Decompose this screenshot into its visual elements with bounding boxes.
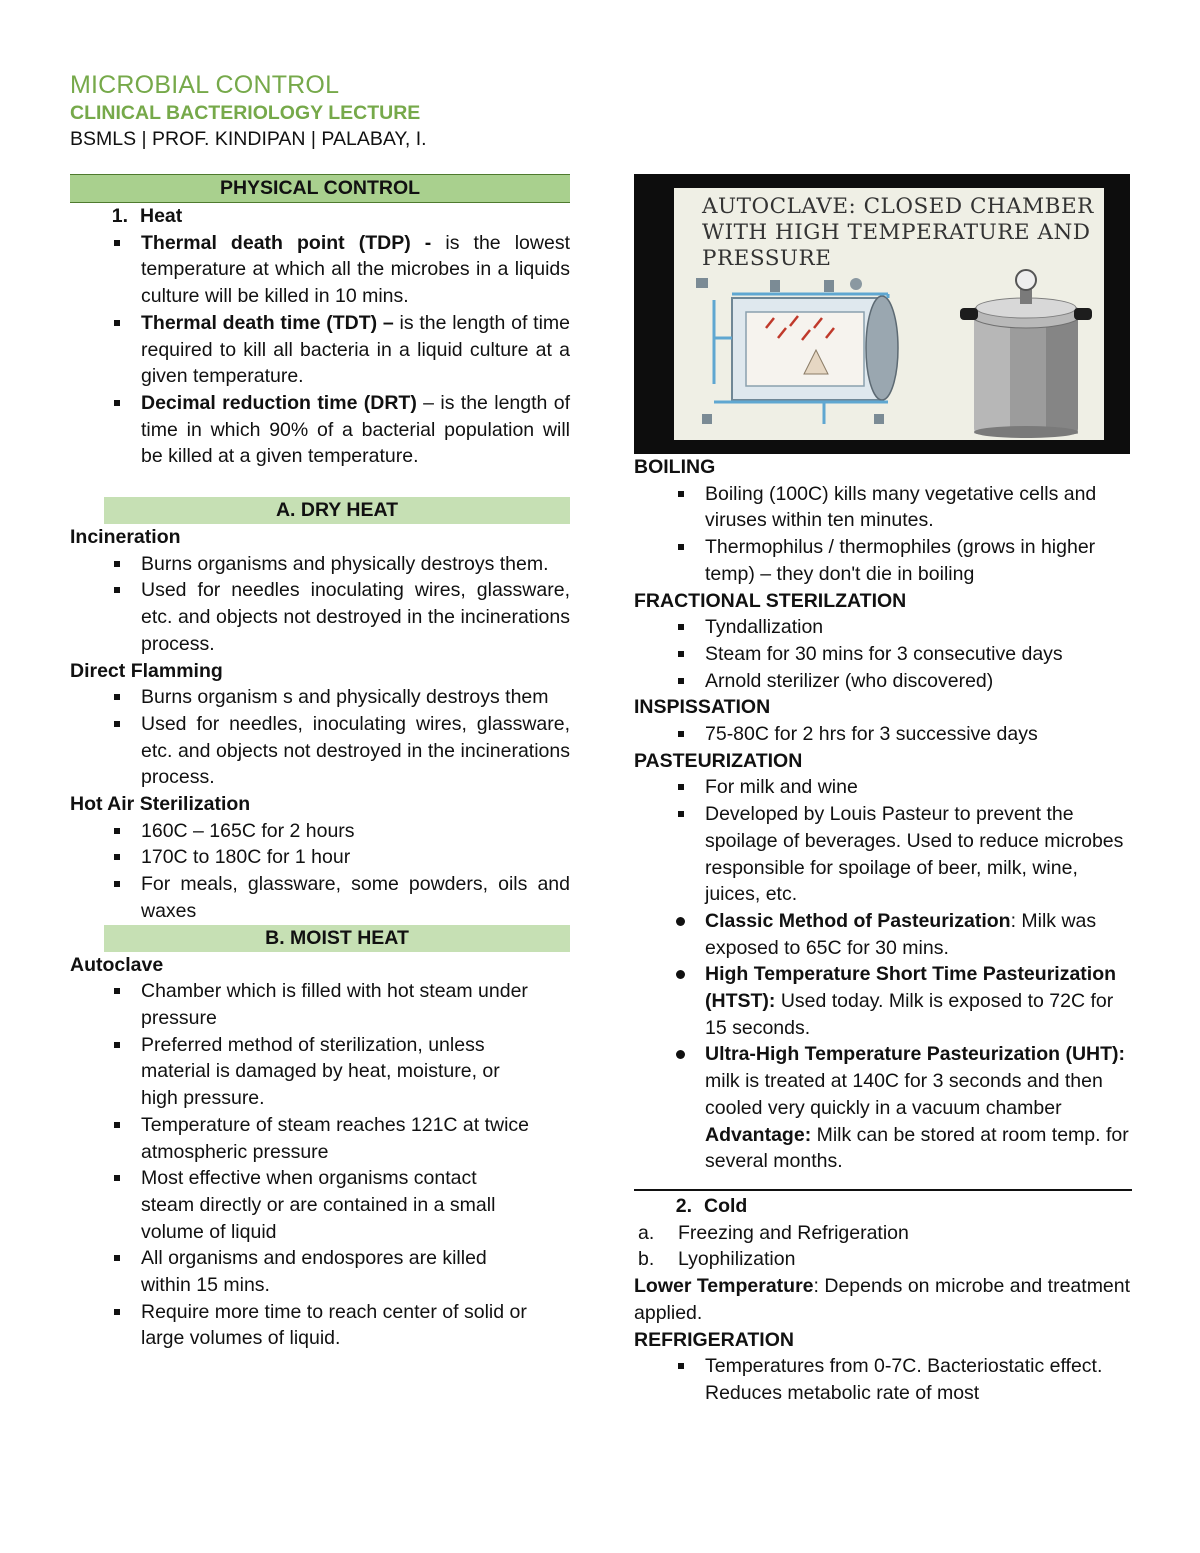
advantage-term: Advantage:	[705, 1123, 812, 1146]
list-item: Tyndallization	[634, 614, 1134, 641]
inspissation-list	[634, 721, 1134, 748]
list-item: For milk and wine	[634, 774, 1134, 801]
list-item: Used for needles, inoculating wires, glassware, etc. and objects not destroyed in the incinerations process.	[70, 711, 570, 791]
boiling-heading: BOILING	[634, 456, 716, 478]
tdt-text: is the length of time required to kill all bacteria in a liquid culture at a given temperature.	[141, 311, 570, 388]
cold-item-b-text: Lyophilization	[678, 1248, 796, 1271]
direct-flamming-list	[70, 684, 570, 791]
drt-term: Decimal reduction time (DRT)	[141, 391, 417, 414]
autoclave-heading: Autoclave	[70, 953, 164, 976]
cold-number: 2.	[675, 1194, 692, 1217]
pasteurization-list	[634, 774, 1134, 908]
heat-heading	[70, 203, 570, 230]
list-item: Thermophilus / thermophiles (grows in higher temp) – they don't die in boiling	[634, 534, 1134, 587]
pasteurization-methods	[634, 908, 1134, 1175]
list-item: 75-80C for 2 hrs for 3 successive days	[634, 721, 1134, 748]
list-item-tdp	[70, 230, 570, 310]
list-item: Preferred method of sterilization, unless material is damaged by heat, moisture, or high pressure.	[70, 1032, 530, 1112]
tdp-text: is the lowest temperature at which all the microbes in a liquids culture will be killed in 10 mins.	[141, 231, 570, 308]
list-item: Require more time to reach center of solid or large volumes of liquid.	[70, 1299, 530, 1352]
uht-term: Ultra-High Temperature Pasteurization (UHT):	[705, 1043, 1126, 1066]
list-item-tdt	[70, 310, 570, 390]
cold-item-b	[634, 1246, 1134, 1273]
document-authors: BSMLS | PROF. KINDIPAN | PALABAY, I.	[70, 128, 427, 150]
uht-text: milk is treated at 140C for 3 seconds and then cooled very quickly in a vacuum chamber	[705, 1070, 1103, 1119]
section-bar-moist-heat: B. MOIST HEAT	[104, 925, 570, 952]
list-item: Boiling (100C) kills many vegetative cells and viruses within ten minutes.	[634, 481, 1134, 534]
list-item: Temperature of steam reaches 121C at twice atmospheric pressure	[70, 1112, 530, 1165]
lower-temperature-line	[634, 1273, 1134, 1326]
fractional-list	[634, 614, 1134, 694]
inspissation-heading: INSPISSATION	[634, 696, 771, 719]
fractional-sterilization-heading: FRACTIONAL STERILZATION	[634, 589, 907, 612]
list-item: Chamber which is filled with hot steam under pressure	[70, 978, 530, 1031]
cold-item-b-letter: b.	[638, 1248, 655, 1271]
cold-item-a-letter: a.	[638, 1221, 655, 1244]
heat-number: 1.	[111, 205, 128, 227]
section-bar-physical-control: PHYSICAL CONTROL	[70, 174, 570, 203]
heat-definitions	[70, 230, 570, 470]
left-column	[70, 174, 570, 1352]
right-column	[634, 174, 1134, 1407]
cold-heading	[634, 1193, 1134, 1220]
list-item: Used for needles inoculating wires, glassware, etc. and objects not destroyed in the incinerations process.	[70, 577, 570, 657]
list-item: Burns organisms and physically destroys them.	[70, 551, 570, 578]
refrigeration-list	[634, 1353, 1134, 1406]
refrigeration-heading: REFRIGERATION	[634, 1328, 794, 1351]
list-item: 160C – 165C for 2 hours	[70, 818, 570, 845]
section-divider	[634, 1189, 1132, 1191]
classic-term: Classic Method of Pasteurization	[705, 909, 1011, 932]
incineration-list	[70, 551, 570, 658]
hot-air-heading: Hot Air Sterilization	[70, 793, 251, 816]
list-item: Developed by Louis Pasteur to prevent the spoilage of beverages. Used to reduce microbes responsible for spoilage of beer, milk, wine, juices, etc.	[634, 801, 1134, 908]
document-header	[70, 70, 427, 152]
list-item: Steam for 30 mins for 3 consecutive days	[634, 641, 1134, 668]
autoclave-slide	[674, 188, 1104, 440]
list-item: Most effective when organisms contact steam directly or are contained in a small volume of liquid	[70, 1165, 530, 1245]
pasteurization-heading: PASTEURIZATION	[634, 749, 803, 772]
list-item: All organisms and endospores are killed within 15 mins.	[70, 1245, 530, 1298]
cold-item-a-text: Freezing and Refrigeration	[678, 1221, 909, 1244]
document-subtitle: CLINICAL BACTERIOLOGY LECTURE	[70, 102, 421, 124]
tdt-term: Thermal death time (TDT) –	[141, 311, 394, 334]
cold-item-a	[634, 1220, 1134, 1247]
list-item: 170C to 180C for 1 hour	[70, 844, 570, 871]
list-item-htst	[634, 961, 1134, 1041]
autoclave-image	[634, 174, 1130, 454]
boiling-list	[634, 481, 1134, 588]
list-item: Arnold sterilizer (who discovered)	[634, 668, 1134, 695]
list-item-classic	[634, 908, 1134, 961]
list-item-drt	[70, 390, 570, 470]
incineration-heading: Incineration	[70, 526, 181, 549]
list-item: For meals, glassware, some powders, oils and waxes	[70, 871, 570, 924]
list-item: Temperatures from 0-7C. Bacteriostatic effect. Reduces metabolic rate of most	[634, 1353, 1134, 1406]
advantage-text: Milk can be stored at room temp. for several months.	[705, 1123, 1129, 1173]
autoclave-image-title: AUTOCLAVE: CLOSED CHAMBER WITH HIGH TEMPERATURE AND PRESSURE	[702, 194, 1094, 271]
drt-text: – is the length of time in which 90% of a bacterial population will be killed at a given temperature.	[141, 391, 570, 468]
classic-text: : Milk was exposed to 65C for 30 mins.	[705, 909, 1097, 959]
section-bar-dry-heat: A. DRY HEAT	[104, 497, 570, 524]
lower-temperature-text: : Depends on microbe and treatment applied.	[634, 1275, 1131, 1324]
tdp-term: Thermal death point (TDP) -	[141, 231, 432, 254]
hot-air-list	[70, 818, 570, 925]
htst-term: High Temperature Short Time Pasteurization (HTST):	[705, 963, 1117, 1013]
document-title: MICROBIAL CONTROL	[70, 71, 340, 99]
autoclave-diagram-illustration	[674, 188, 1104, 440]
htst-text: Used today. Milk is exposed to 72C for 15 seconds.	[705, 990, 1114, 1039]
lower-temperature-term: Lower Temperature	[634, 1275, 814, 1298]
autoclave-list	[70, 978, 570, 1352]
list-item-uht	[634, 1041, 1134, 1175]
heat-label: Heat	[140, 205, 183, 227]
list-item: Burns organism s and physically destroys them	[70, 684, 570, 711]
cold-label: Cold	[704, 1194, 748, 1217]
direct-flamming-heading: Direct Flamming	[70, 659, 223, 682]
